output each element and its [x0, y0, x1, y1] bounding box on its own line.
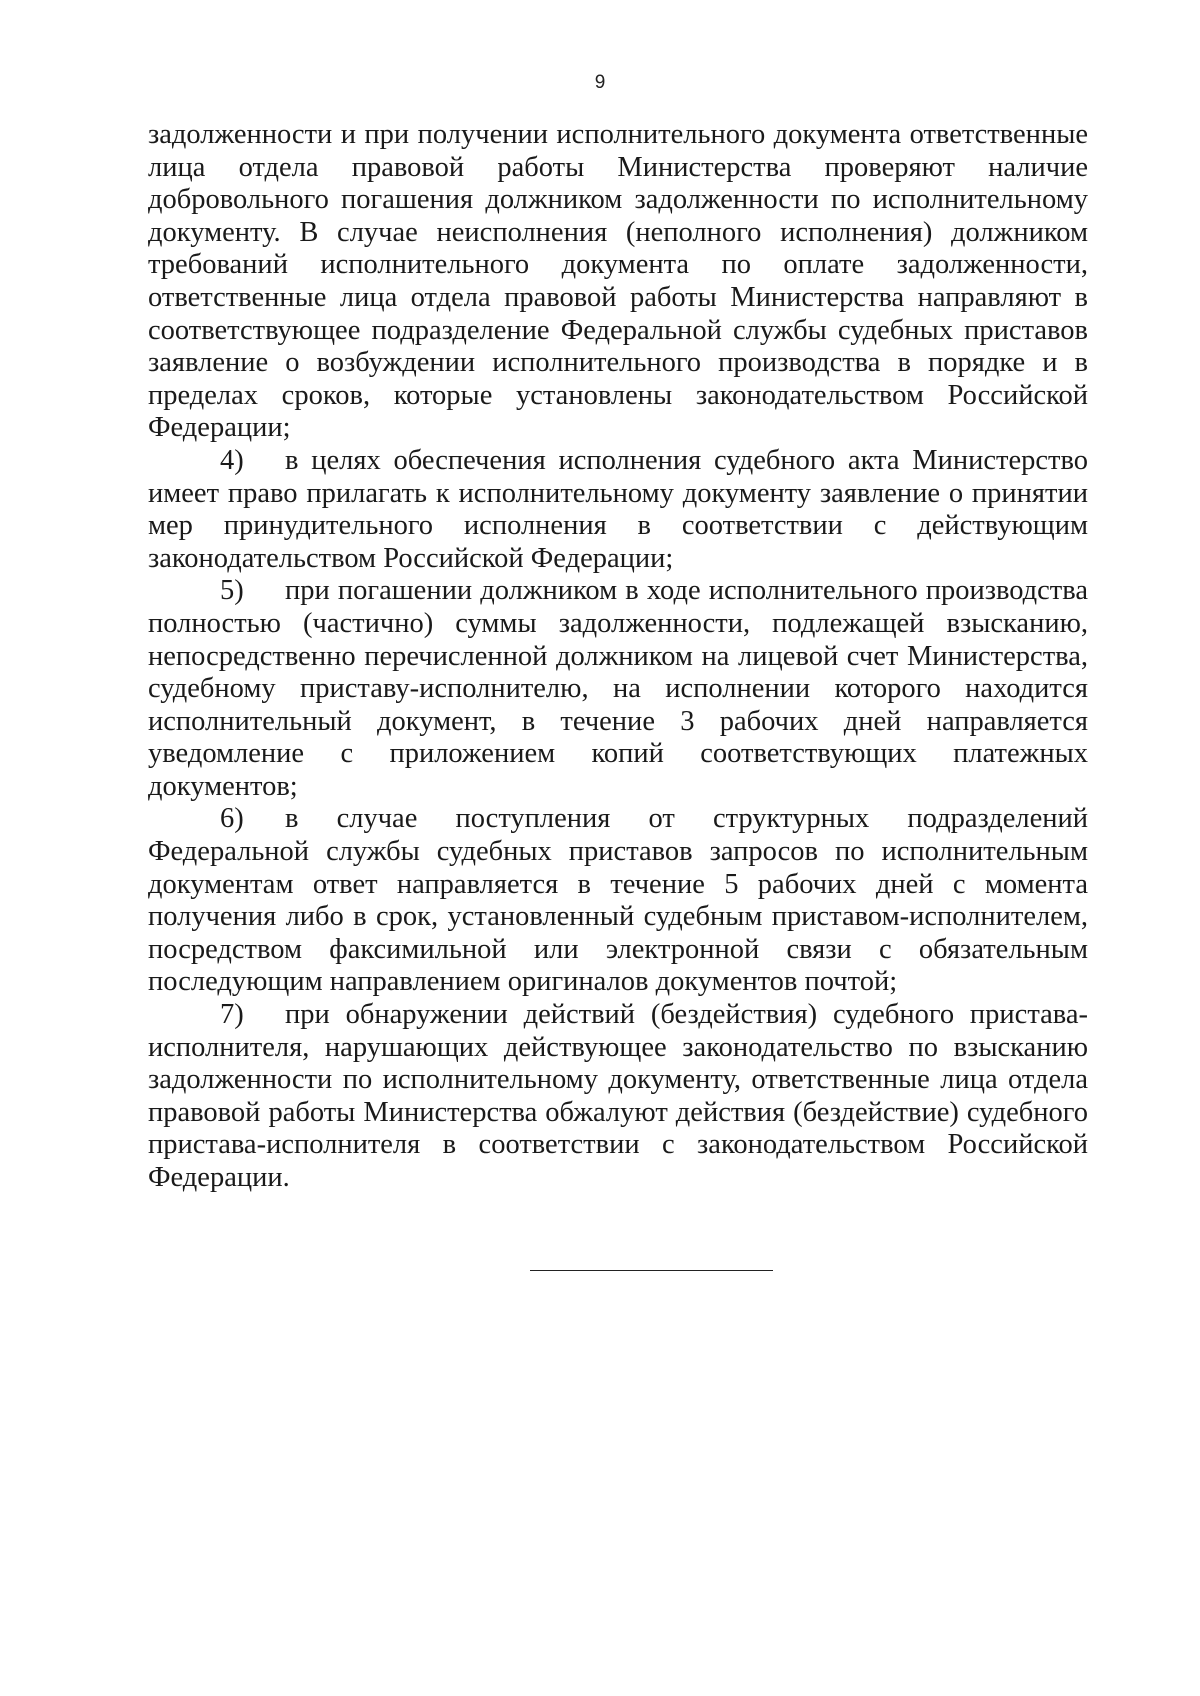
list-item-number: 6) [220, 803, 244, 835]
page-number: 9 [594, 72, 606, 93]
list-item-text: в целях обеспечения исполнения судебного акта Министерство имеет право прилагать к исполнительному документу заявление о принятии мер принудительного исполнения в соответствии с действующим законодательством Российской Федерации; [148, 444, 1088, 574]
list-item-number: 4) [220, 444, 244, 476]
list-item-6 [148, 803, 1088, 999]
list-item-text: при погашении должником в ходе исполнительного производства полностью (частично) суммы задолженности, подлежащей взысканию, непосредственно перечисленной должником на лицевой счет Министерства, судебному приставу-исполнителю, на исполнении которого находится исполнительный документ, в течение 3 рабочих дней направляется уведомление с приложением копий соответствующих платежных документов; [148, 575, 1088, 802]
list-item-number: 5) [220, 575, 244, 607]
list-item-number: 7) [220, 999, 244, 1031]
list-item-4 [148, 445, 1088, 575]
list-item-5 [148, 575, 1088, 803]
list-item-7 [148, 999, 1088, 1195]
list-item-text: в случае поступления от структурных подразделений Федеральной службы судебных приставов запросов по исполнительным документам ответ направляется в течение 5 рабочих дней с момента получения либо в срок, установленный судебным приставом-исполнителем, посредством факсимильной или электронной связи с обязательным последующим направлением оригиналов документов почтой; [148, 803, 1088, 998]
list-item-text: при обнаружении действий (бездействия) судебного пристава-исполнителя, нарушающих действующее законодательство по взысканию задолженности по исполнительному документу, ответственные лица отдела правовой работы Министерства обжалуют действия (бездействие) судебного пристава-исполнителя в соответствии с законодательством Российской Федерации. [148, 999, 1088, 1193]
end-separator-line [530, 1270, 773, 1271]
paragraph-continuation [148, 119, 1088, 445]
document-body [148, 119, 1088, 1195]
paragraph-text: задолженности и при получении исполнительного документа ответственные лица отдела правовой работы Министерства проверяют наличие добровольного погашения должником задолженности по исполнительному документу. В случае неисполнения (неполного исполнения) должником требований исполнительного документа по оплате задолженности, ответственные лица отдела правовой работы Министерства направляют в соответствующее подразделение Федеральной службы судебных приставов заявление о возбуждении исполнительного производства в порядке и в пределах сроков, которые установлены законодательством Российской Федерации; [148, 119, 1088, 444]
